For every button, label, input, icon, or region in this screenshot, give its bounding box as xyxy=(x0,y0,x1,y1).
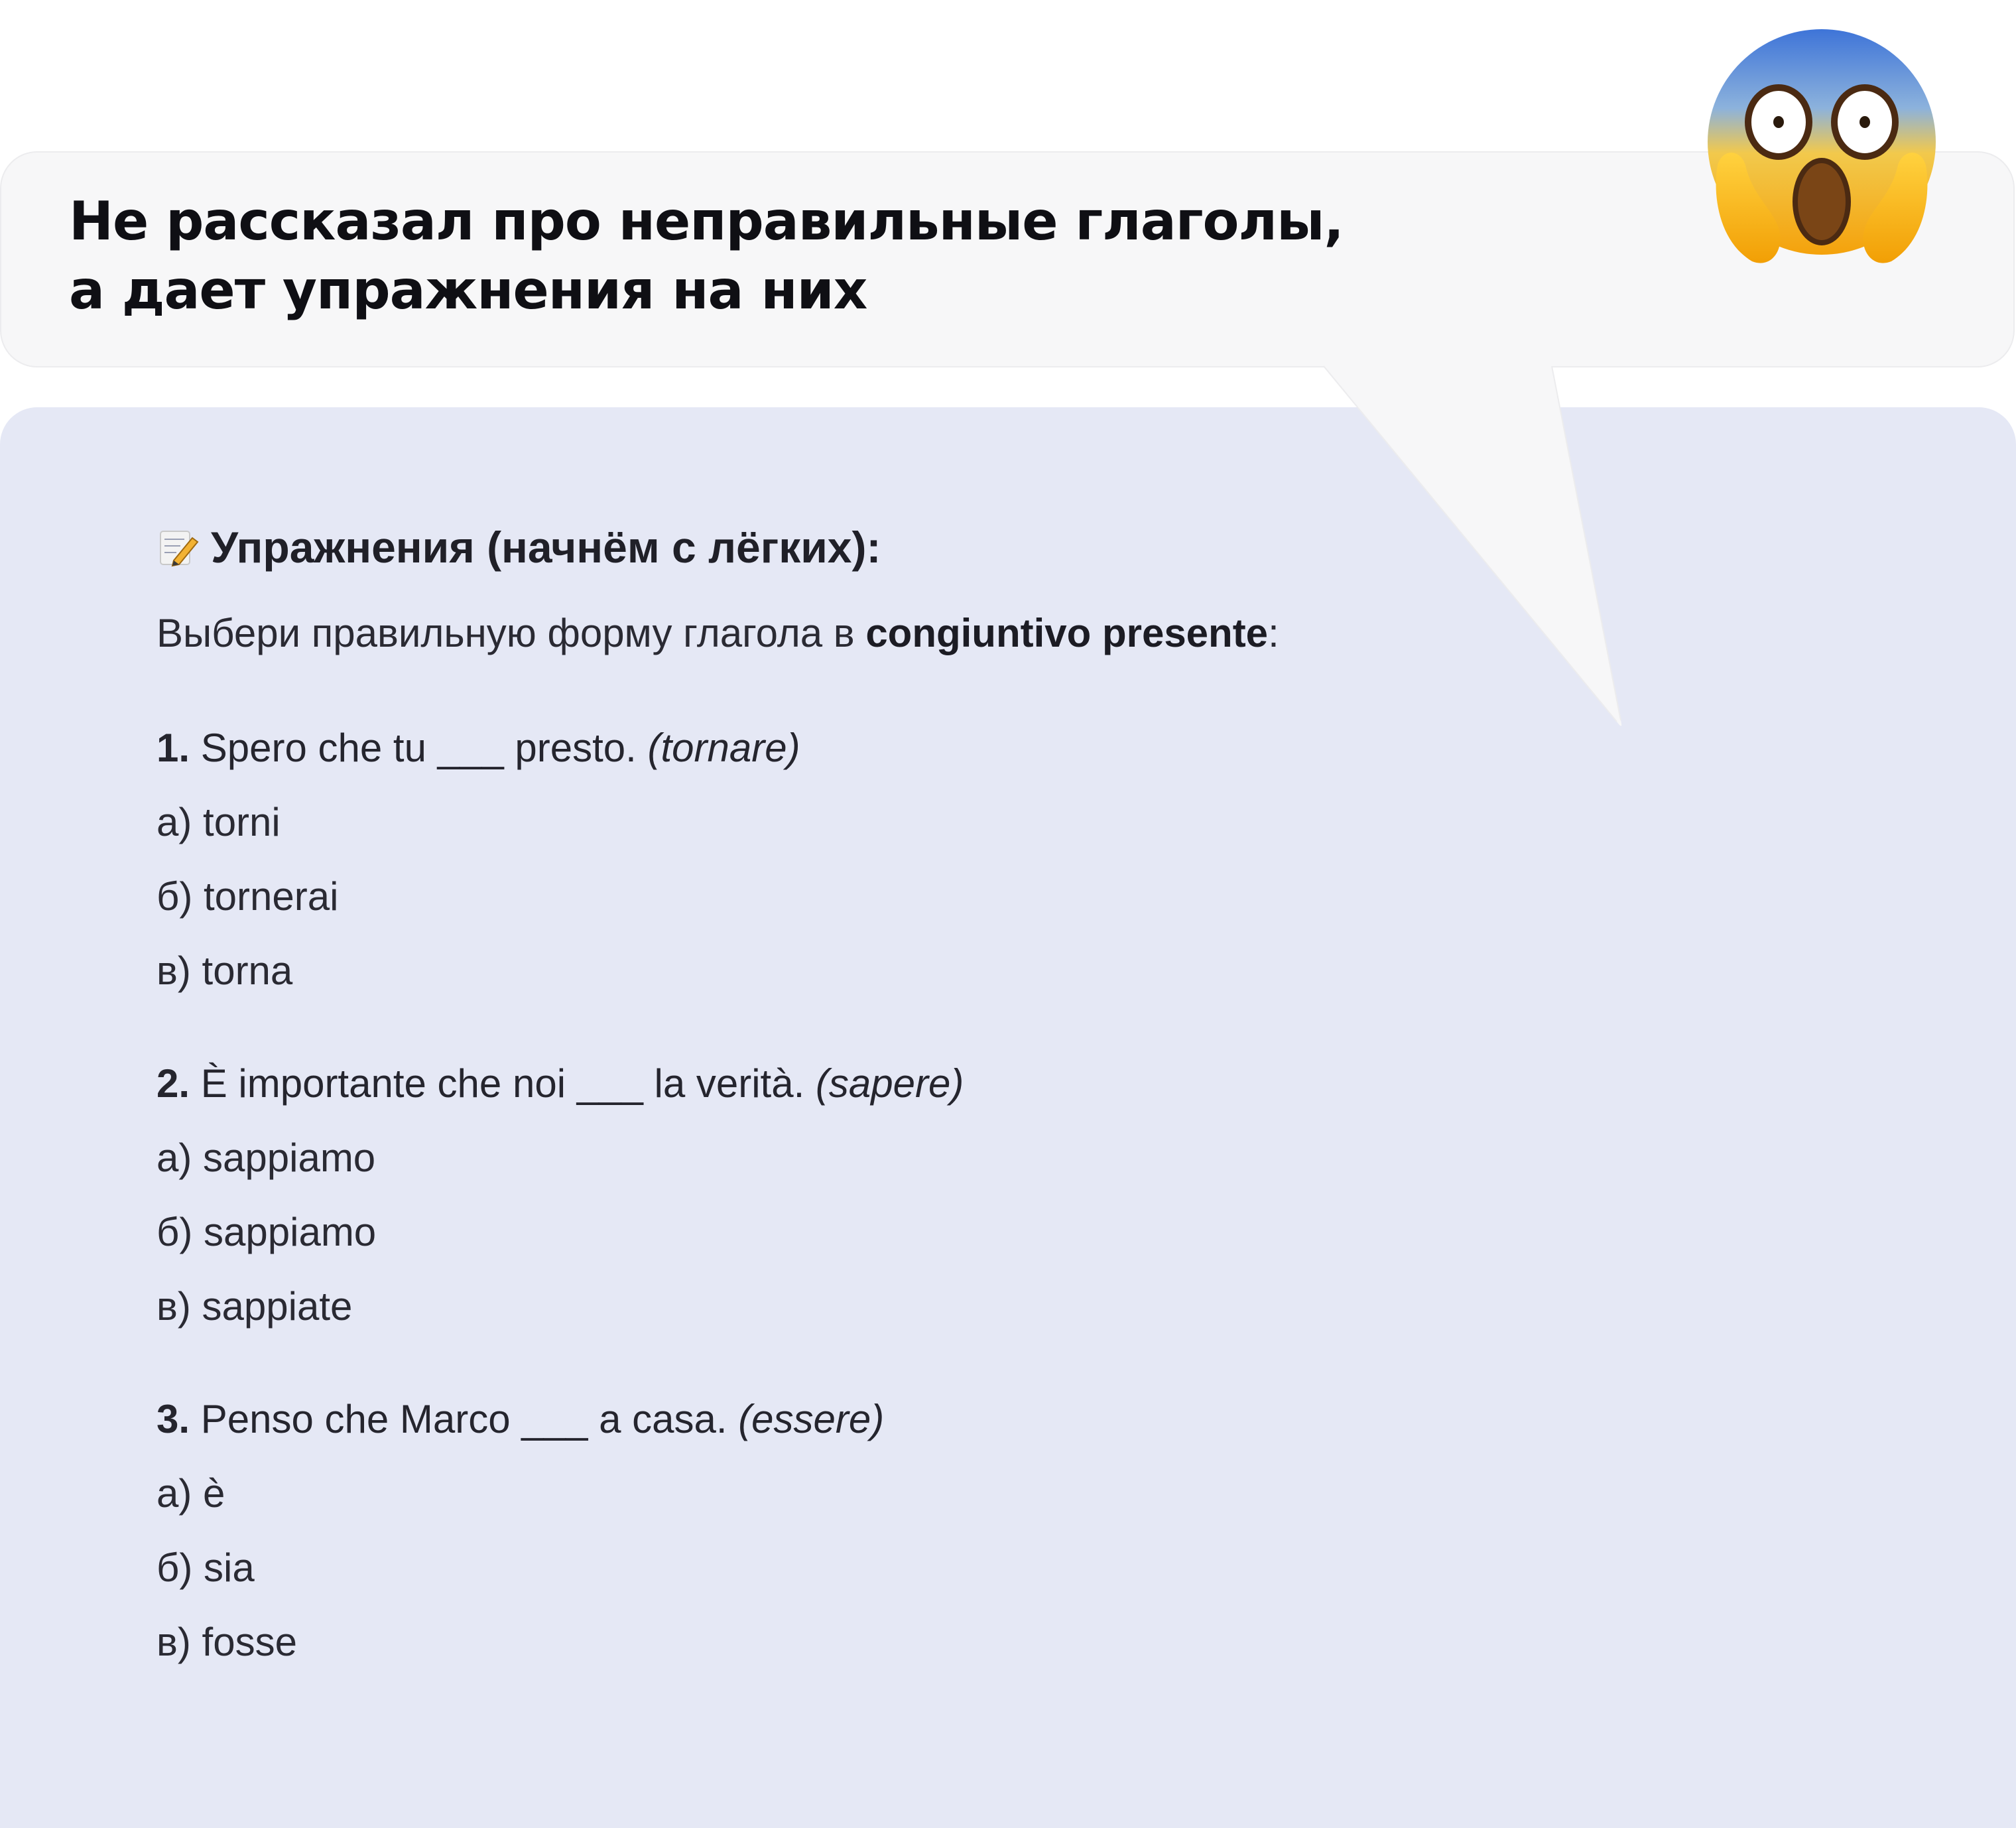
question-text xyxy=(157,711,1748,785)
question-text xyxy=(157,1047,1748,1121)
exercise-heading-text: Упражнения (начнём с лёгких): xyxy=(211,523,881,572)
question-number: 1. xyxy=(157,726,190,770)
question-verb-hint: (tornare) xyxy=(647,726,800,770)
question-blank: ___ xyxy=(437,726,504,770)
instruction-text: Выбери правильную форму глагола в xyxy=(157,611,866,655)
question-before-blank: È importante che noi xyxy=(190,1061,577,1106)
memo-icon xyxy=(157,526,199,568)
question-1 xyxy=(157,711,1748,1008)
answer-option: б) tornerai xyxy=(157,874,339,919)
answer-option: а) è xyxy=(157,1471,225,1516)
question-verb-hint: (sapere) xyxy=(815,1061,964,1106)
answer-option: в) torna xyxy=(157,948,293,993)
question-blank: ___ xyxy=(576,1061,643,1106)
question-after-blank: presto. xyxy=(503,726,648,770)
question-verb-hint: (essere) xyxy=(738,1397,885,1441)
bubble-caption-line-2: а дает упражнения на них xyxy=(69,259,867,321)
question-text xyxy=(157,1382,1748,1457)
bubble-caption xyxy=(69,187,1661,325)
answer-option: в) fosse xyxy=(157,1620,297,1664)
answer-option: а) torni xyxy=(157,800,281,844)
exercise-heading xyxy=(157,511,1748,584)
answer-option: б) sia xyxy=(157,1545,255,1590)
question-number: 2. xyxy=(157,1061,190,1106)
instruction-colon: : xyxy=(1268,611,1279,655)
bubble-caption-line-1: Не рассказал про неправильные глаголы, xyxy=(69,190,1344,252)
instruction-term: congiuntivo presente xyxy=(865,611,1269,655)
assistant-message xyxy=(157,511,1748,1679)
question-2 xyxy=(157,1047,1748,1344)
question-3 xyxy=(157,1382,1748,1679)
exercise-instruction xyxy=(157,604,1748,663)
question-before-blank: Spero che tu xyxy=(190,726,438,770)
question-blank: ___ xyxy=(521,1397,588,1441)
question-after-blank: a casa. xyxy=(588,1397,739,1441)
answer-option: в) sappiate xyxy=(157,1284,353,1329)
answer-option: б) sappiamo xyxy=(157,1210,377,1254)
question-after-blank: la verità. xyxy=(643,1061,816,1106)
face-screaming-in-fear-icon xyxy=(1706,23,1938,268)
answer-option: а) sappiamo xyxy=(157,1136,376,1180)
question-before-blank: Penso che Marco xyxy=(190,1397,522,1441)
question-number: 3. xyxy=(157,1397,190,1441)
